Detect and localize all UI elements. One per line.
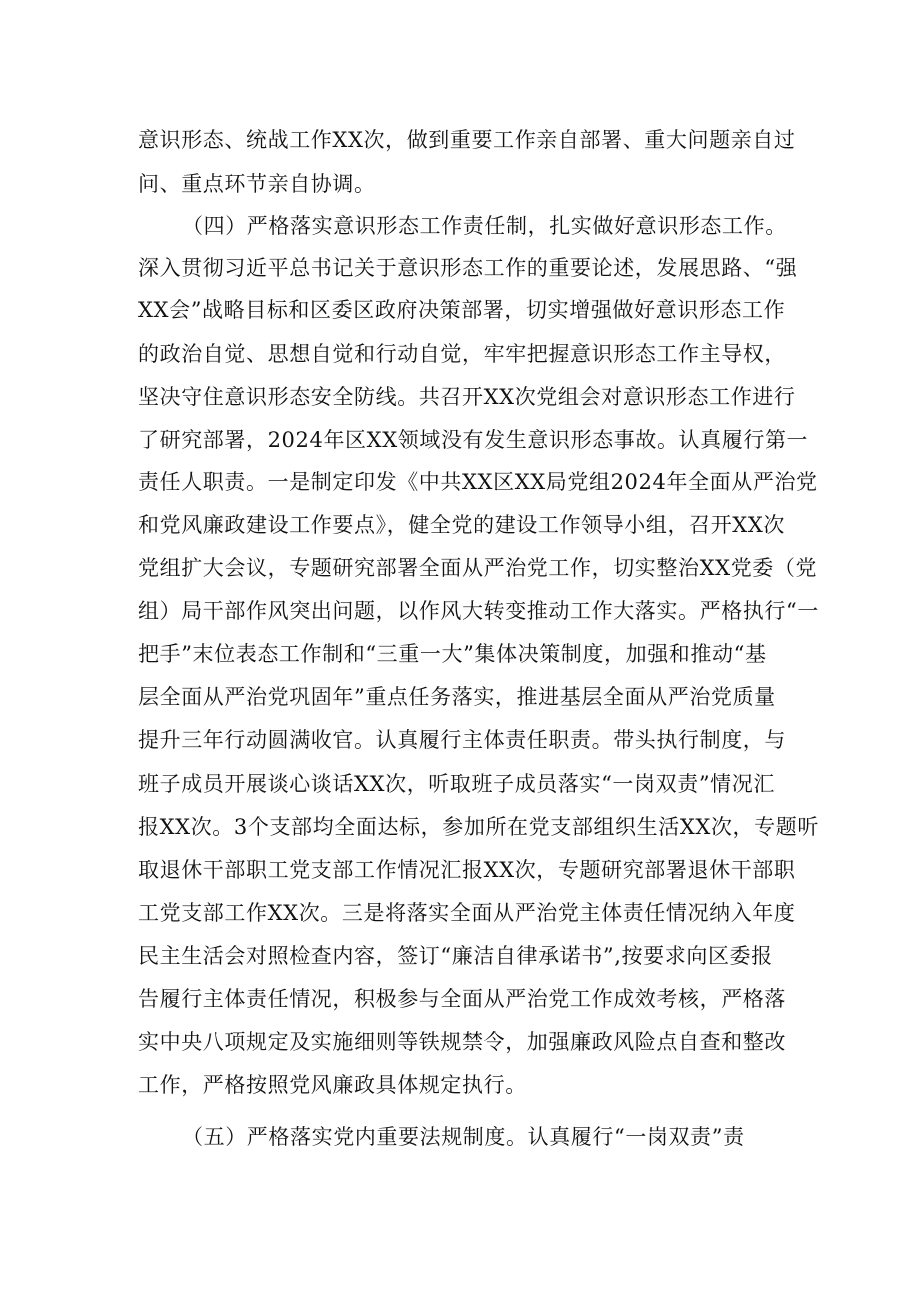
text-line: 责任人职责。一是制定印发《中共XX区XX局党组2024年全面从严治党 [138, 470, 818, 494]
text-line: 了研究部署，2024年区XX领域没有发生意识形态事故。认真履行第一 [138, 428, 809, 452]
text-line: 班子成员开展谈心谈话XX次，听取班子成员落实“一岗双责”情况汇 [138, 772, 775, 796]
text-line: 告履行主体责任情况，积极参与全面从严治党工作成效考核，严格落 [138, 987, 786, 1011]
section-heading-line: （五）严格落实党内重要法规制度。认真履行“一岗双责”责 [182, 1125, 745, 1149]
text-line: 民主生活会对照检查内容，签订“廉洁自律承诺书”,按要求向区委报 [138, 944, 773, 968]
text-line: 工作，严格按照党风廉政具体规定执行。 [138, 1073, 527, 1097]
section-heading-line: （四）严格落实意识形态工作责任制，扎实做好意识形态工作。 [182, 214, 787, 238]
text-line: 层全面从严治党巩固年”重点任务落实，推进基层全面从严治党质量 [138, 685, 776, 709]
text-line: 实中央八项规定及实施细则等铁规禁令，加强廉政风险点自查和整改 [138, 1030, 786, 1054]
text-line: 和党风廉政建设工作要点》，健全党的建设工作领导小组，召开XX次 [138, 513, 785, 537]
text-line: 提升三年行动圆满收官。认真履行主体责任职责。带头执行制度，与 [138, 728, 786, 752]
text-line: 党组扩大会议，专题研究部署全面从严治党工作，切实整治XX党委（党 [138, 556, 818, 580]
text-line: 问、重点环节亲自协调。 [138, 172, 376, 196]
text-line: 把手”末位表态工作制和“三重一大”集体决策制度，加强和推动“基 [138, 642, 767, 666]
text-line: 工党支部工作XX次。三是将落实全面从严治党主体责任情况纳入年度 [138, 901, 796, 925]
text-line: 的政治自觉、思想自觉和行动自觉，牢牢把握意识形态工作主导权， [138, 342, 786, 366]
text-line: XX会”战略目标和区委区政府决策部署，切实增强做好意识形态工作 [138, 298, 786, 322]
text-line: 报XX次。3个支部均全面达标，参加所在党支部组织生活XX次，专题听 [138, 815, 819, 839]
text-line: 深入贯彻习近平总书记关于意识形态工作的重要论述，发展思路、“强 [138, 256, 798, 280]
text-line: 意识形态、统战工作XX次，做到重要工作亲自部署、重大问题亲自过 [138, 128, 796, 152]
text-line: 组）局干部作风突出问题，以作风大转变推动工作大落实。严格执行“一 [138, 599, 819, 623]
text-line: 取退休干部职工党支部工作情况汇报XX次，专题研究部署退休干部职 [138, 858, 796, 882]
text-line: 坚决守住意识形态安全防线。共召开XX次党组会对意识形态工作进行 [138, 385, 796, 409]
